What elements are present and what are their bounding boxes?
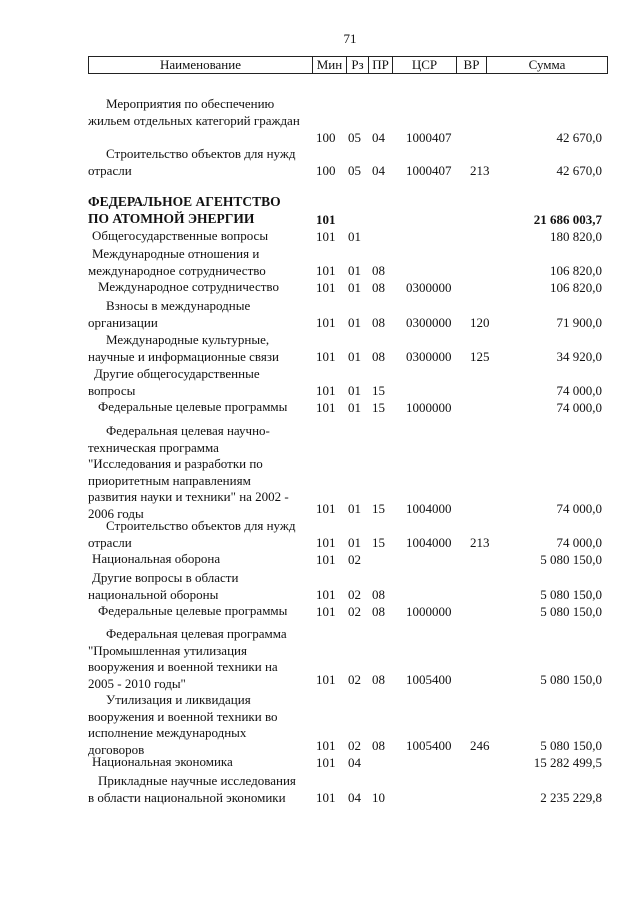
row-rz: 01	[348, 314, 361, 330]
row-min: 101	[316, 211, 336, 227]
row-pr: 08	[372, 737, 385, 753]
row-name: Мероприятия по обеспечению жильем отдельных категорий граждан	[88, 96, 300, 128]
row-name: Федеральные целевые программы	[98, 603, 288, 618]
row-pr: 08	[372, 279, 385, 295]
column-header-name: Наименование	[160, 57, 241, 72]
row-min: 101	[316, 399, 336, 415]
row-min: 101	[316, 754, 336, 770]
row-vr: 120	[470, 314, 490, 330]
row-rz: 02	[348, 603, 361, 619]
row-csr: 1005400	[406, 737, 452, 753]
row-sum: 21 686 003,7	[533, 211, 602, 227]
row-name: Прикладные научные исследования в области национальной экономики	[88, 773, 296, 805]
row-rz: 01	[348, 399, 361, 415]
row-csr: 1000407	[406, 162, 452, 178]
table-row	[0, 146, 640, 179]
row-min: 101	[316, 382, 336, 398]
row-vr: 213	[470, 162, 490, 178]
row-pr: 15	[372, 399, 385, 415]
row-sum: 74 000,0	[556, 399, 602, 415]
row-name: Другие общегосударственные вопросы	[88, 366, 260, 398]
row-name: Международные культурные, научные и информационные связи	[88, 332, 279, 364]
row-sum: 5 080 150,0	[540, 586, 602, 602]
table-row	[0, 692, 640, 757]
row-name: ФЕДЕРАЛЬНОЕ АГЕНТСТВО ПО АТОМНОЙ ЭНЕРГИИ	[88, 194, 281, 226]
table-row	[0, 96, 640, 146]
row-min: 101	[316, 262, 336, 278]
row-name: Национальная экономика	[92, 754, 233, 769]
row-rz: 01	[348, 348, 361, 364]
row-name: Взносы в международные организации	[88, 298, 251, 330]
row-sum: 5 080 150,0	[540, 551, 602, 567]
table-header	[88, 56, 608, 74]
row-name: Федеральная целевая программа "Промышленная утилизация вооружения и военной техники на 2005 - 2010 годы"	[88, 626, 287, 691]
row-sum: 5 080 150,0	[540, 737, 602, 753]
row-rz: 05	[348, 162, 361, 178]
row-name: Утилизация и ликвидация вооружения и военной техники во исполнение международных договоров	[88, 692, 278, 757]
row-min: 101	[316, 500, 336, 516]
row-rz: 01	[348, 500, 361, 516]
row-min: 101	[316, 314, 336, 330]
row-csr: 1000407	[406, 129, 452, 145]
row-sum: 74 000,0	[556, 500, 602, 516]
table-row	[0, 332, 640, 365]
row-min: 101	[316, 603, 336, 619]
row-sum: 180 820,0	[550, 228, 602, 244]
row-sum: 106 820,0	[550, 262, 602, 278]
table-row	[0, 626, 640, 691]
column-header-pr: ПР	[368, 57, 392, 73]
row-sum: 74 000,0	[556, 382, 602, 398]
row-sum: 5 080 150,0	[540, 603, 602, 619]
row-sum: 106 820,0	[550, 279, 602, 295]
row-min: 101	[316, 789, 336, 805]
table-row	[0, 754, 640, 771]
row-min: 100	[316, 129, 336, 145]
row-sum: 5 080 150,0	[540, 671, 602, 687]
row-min: 101	[316, 348, 336, 364]
row-csr: 0300000	[406, 279, 452, 295]
row-sum: 2 235 229,8	[540, 789, 602, 805]
row-rz: 01	[348, 279, 361, 295]
table-row	[0, 193, 640, 228]
row-min: 101	[316, 671, 336, 687]
row-csr: 0300000	[406, 314, 452, 330]
row-csr: 1004000	[406, 534, 452, 550]
row-min: 101	[316, 228, 336, 244]
row-pr: 08	[372, 586, 385, 602]
row-vr: 246	[470, 737, 490, 753]
row-rz: 02	[348, 551, 361, 567]
row-pr: 08	[372, 671, 385, 687]
row-vr: 125	[470, 348, 490, 364]
row-sum: 42 670,0	[556, 129, 602, 145]
row-csr: 1000000	[406, 603, 452, 619]
table-row	[0, 570, 640, 603]
table-row	[0, 279, 640, 296]
row-sum: 34 920,0	[556, 348, 602, 364]
row-csr: 1000000	[406, 399, 452, 415]
row-pr: 08	[372, 348, 385, 364]
row-csr: 0300000	[406, 348, 452, 364]
table-row	[0, 366, 640, 399]
row-name: Строительство объектов для нужд отрасли	[88, 146, 296, 178]
row-pr: 15	[372, 382, 385, 398]
row-pr: 08	[372, 262, 385, 278]
row-pr: 04	[372, 129, 385, 145]
row-name: Строительство объектов для нужд отрасли	[88, 518, 296, 550]
row-rz: 01	[348, 534, 361, 550]
row-rz: 01	[348, 382, 361, 398]
table-row	[0, 518, 640, 551]
row-min: 100	[316, 162, 336, 178]
row-name: Общегосударственные вопросы	[92, 228, 269, 243]
row-rz: 01	[348, 262, 361, 278]
row-name: Национальная оборона	[92, 551, 221, 566]
column-header-csr: ЦСР	[392, 57, 456, 73]
row-min: 101	[316, 586, 336, 602]
row-sum: 42 670,0	[556, 162, 602, 178]
row-sum: 71 900,0	[556, 314, 602, 330]
row-pr: 04	[372, 162, 385, 178]
row-min: 101	[316, 737, 336, 753]
column-header-vr: ВР	[456, 57, 486, 73]
row-rz: 02	[348, 671, 361, 687]
row-sum: 74 000,0	[556, 534, 602, 550]
row-rz: 02	[348, 737, 361, 753]
row-vr: 213	[470, 534, 490, 550]
row-name: Другие вопросы в области национальной обороны	[88, 570, 239, 602]
row-name: Международное сотрудничество	[98, 279, 279, 294]
row-min: 101	[316, 534, 336, 550]
column-header-rz: Рз	[346, 57, 368, 73]
table-row	[0, 551, 640, 568]
row-min: 101	[316, 279, 336, 295]
table-row	[0, 228, 640, 245]
row-pr: 15	[372, 534, 385, 550]
column-header-min: Мин	[312, 57, 346, 73]
row-pr: 08	[372, 314, 385, 330]
table-row	[0, 246, 640, 279]
table-row	[0, 399, 640, 416]
row-sum: 15 282 499,5	[533, 754, 602, 770]
row-csr: 1005400	[406, 671, 452, 687]
row-name: Федеральные целевые программы	[98, 399, 288, 414]
table-row	[0, 773, 640, 806]
row-rz: 04	[348, 789, 361, 805]
row-pr: 10	[372, 789, 385, 805]
table-row	[0, 423, 640, 521]
row-pr: 08	[372, 603, 385, 619]
page-number: 71	[343, 31, 357, 46]
row-name: Федеральная целевая научно-техническая программа "Исследования и разработки по приоритетным направлениям развития науки и техники" на 2002 - 2006 годы	[88, 423, 289, 521]
column-header-sum: Сумма	[486, 57, 607, 73]
row-rz: 02	[348, 586, 361, 602]
row-rz: 05	[348, 129, 361, 145]
row-csr: 1004000	[406, 500, 452, 516]
table-row	[0, 603, 640, 620]
row-rz: 01	[348, 228, 361, 244]
row-rz: 04	[348, 754, 361, 770]
row-min: 101	[316, 551, 336, 567]
row-pr: 15	[372, 500, 385, 516]
row-name: Международные отношения и международное сотрудничество	[88, 246, 266, 278]
table-row	[0, 298, 640, 331]
